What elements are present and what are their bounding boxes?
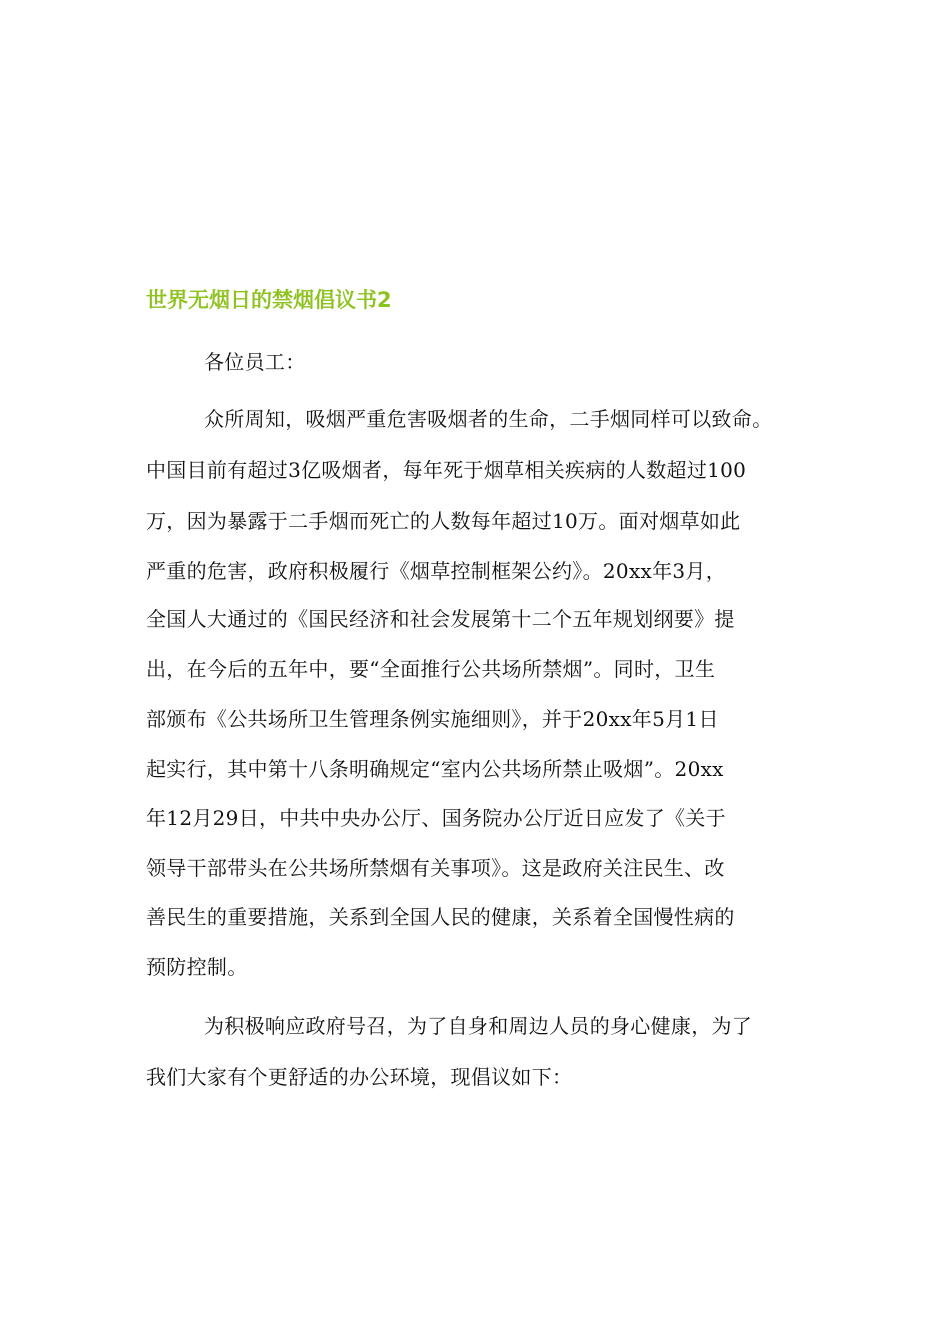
- paragraph2-line: 为积极响应政府号召，为了自身和周边人员的身心健康，为了: [204, 1014, 753, 1038]
- document-title: 世界无烟日的禁烟倡议书2: [146, 288, 392, 312]
- greeting: 各位员工：: [204, 350, 306, 374]
- paragraph1-line: 部颁布《公共场所卫生管理条例实施细则》，并于20xx年5月1日: [146, 707, 719, 731]
- paragraph1-line: 领导干部带头在公共场所禁烟有关事项》。这是政府关注民生、改: [146, 856, 725, 880]
- paragraph1-line: 严重的危害，政府积极履行《烟草控制框架公约》。20xx年3月，: [146, 559, 727, 583]
- paragraph1-line: 全国人大通过的《国民经济和社会发展第十二个五年规划纲要》提: [146, 607, 735, 631]
- paragraph1-line: 众所周知，吸烟严重危害吸烟者的生命，二手烟同样可以致命。: [204, 407, 773, 431]
- paragraph1-line: 年12月29日，中共中央办公厅、国务院办公厅近日应发了《关于: [146, 806, 726, 830]
- paragraph1-line: 善民生的重要措施，关系到全国人民的健康，关系着全国慢性病的: [146, 905, 735, 929]
- paragraph1-line: 出，在今后的五年中，要“全面推行公共场所禁烟”。同时，卫生: [146, 657, 716, 681]
- paragraph2-line: 我们大家有个更舒适的办公环境，现倡议如下：: [146, 1065, 573, 1089]
- paragraph1-line: 中国目前有超过3亿吸烟者，每年死于烟草相关疾病的人数超过100: [146, 458, 747, 482]
- paragraph1-line: 起实行，其中第十八条明确规定“室内公共场所禁止吸烟”。20xx: [146, 757, 724, 781]
- paragraph1-line: 预防控制。: [146, 955, 248, 979]
- paragraph1-line: 万，因为暴露于二手烟而死亡的人数每年超过10万。面对烟草如此: [146, 509, 741, 533]
